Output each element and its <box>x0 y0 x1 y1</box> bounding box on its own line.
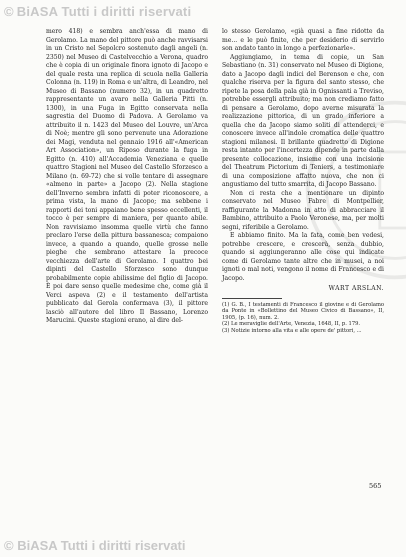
footnote: (2) Le meraviglie dell'Arte, Venezia, 1648, II, p. 179. <box>222 321 361 328</box>
right-column <box>222 28 384 334</box>
right-paragraph-3: Non ci resta che a mentionare un dipinto conservato nel Museo Fabre di Montpellier, raffigurante la Madonna in atto di abbracciare il Bambino, attribuito a Paolo Veronese, ma, per molti segni, riferibile a Gerolamo. <box>222 189 384 231</box>
right-paragraph-1: lo stesso Gerolamo, «già quasi a fine ridotte da me... e le può finite, che per desiderio di servirlo son andato tanto in longo a perfezionarle». <box>222 28 384 52</box>
watermark <box>4 4 191 19</box>
left-paragraph: mero 418) e sembra anch'essa di mano di Gerolamo. La mano del pittore può anche ravvisarsi in un Cristo nel Sepolcro sostenuto dagli angeli (n. 2350) nel Museo di Castelvecchio a Verona, quadro che è copia di un originale finora ignoto di Jacopo e del quale resta una replica di scuola nella Galleria Colonna (n. 119) in Roma e un'altra, di Leandro, nel Museo di Bassano (numero 32), in un quadretto rappresentante un avaro nella Galleria Pitti (n. 1300), in una Fuga in Egitto conservata nella sagrestia del Duomo di Padova. A Gerolamo va attribuito il n. 1423 del Museo del Louvre, un'Arca di Noè; mentre gli sono pervenute una Adorazione dei Magi, venduta nel gennaio 1916 all'«American Art Association», un Riposo durante la fuga in Egitto (n. 410) all'Accademia Veneziana e quelle quattro Stagioni nel Museo del Castello Sforzesco a Milano (n. 69-72) che si volle tentare di assegnare «almeno in parte» a Jacopo (2). Nella stagione dell'Inverno sembra infatti di poter riconoscere, a prima vista, la mano di Jacopo; ma sebbene i rapporti dei toni appaiano bene spesso eccellenti, il tocco è per sempre di maniera, per quanto abile. Non ravvisiamo insomma quelle virtù che fanno preclaro l'erse della pittura bassanesca; compaiono invece, a quando a quando, quelle grosse nelle pieghe che sembrano attestare la precoce vecchiezza dell'arte di Gerolamo. I quattro bei dipinti del Castello Sforzesco sono dunque probabilmente copie abilissime del figlio di Jacopo. È poi dare senso quelle medesime che, come già il Verci aspeva (2) e il testamento dell'artista pubblicato dal Gerola confermava (3), il pittore lasciò all'autore del libro Il Bassano, Lorenzo Marucini. Queste stagioni erano, al dire del- <box>46 28 208 324</box>
footnotes <box>222 302 384 335</box>
footnote-divider <box>222 298 282 299</box>
footnote: (1) G. B., I testamenti di Francesco il giovine e di Gerolamo da Ponte in «Bollettino del Museo Civico di Bassano», II, 1905, (p. 16), num. 2. <box>222 301 384 321</box>
page-number: 565 <box>369 482 382 490</box>
left-column <box>46 28 208 326</box>
author-signature: WART ARSLAN. <box>328 285 384 292</box>
right-paragraph-2: Aggiungiamo, in tema di copie, un San Sebastiano (n. 31) conservato nel Museo di Digione, dato a Jacopo dagli indici del Berenson e che, con qualche riserva per la figura del santo stesso, che ripete la posa della pala già in Ognissanti a Treviso, potrebbe essergli attribuito; ma non crediamo fatto di pensare a Gerolamo, dopo averne misurata la realizzazione pittorica, di un grado inferiore a quella che da Jacopo siamo soliti di attenderci, e conoscere invece all'indole cromatica delle quattro stagioni milanesi. Il brillante quadretto di Digione resta intanto per l'incertezza dipende in parte dalla presente collocazione, insieme con una incisione del Theatrum Pictorium di Teniers, a testimoniare di una composizione affatto nuova, che non ci angustiamo del tutto smarrita, di Jacopo Bassano. <box>222 53 384 188</box>
watermark-text: BiASA Tutti i diritti riservati <box>16 4 192 19</box>
footnote: (3) Notizie intorno alla vita e alle opere de' pittori, ... <box>222 327 362 334</box>
copyright-symbol: © <box>4 4 14 19</box>
bottom-watermark: © BiASA Tutti i diritti riservati <box>4 538 186 553</box>
right-paragraph-4: E abbiamo finito. Ma la fata, come ben vedesi, potrebbe crescere, e crescerà, senza dubbio, quando si aggiungeranno alle cose qui indicate come di Gerolamo tante altre che in musei, a noi ignoti o mal noti, vengono il nome di Francesco e di Jacopo. <box>222 232 384 282</box>
